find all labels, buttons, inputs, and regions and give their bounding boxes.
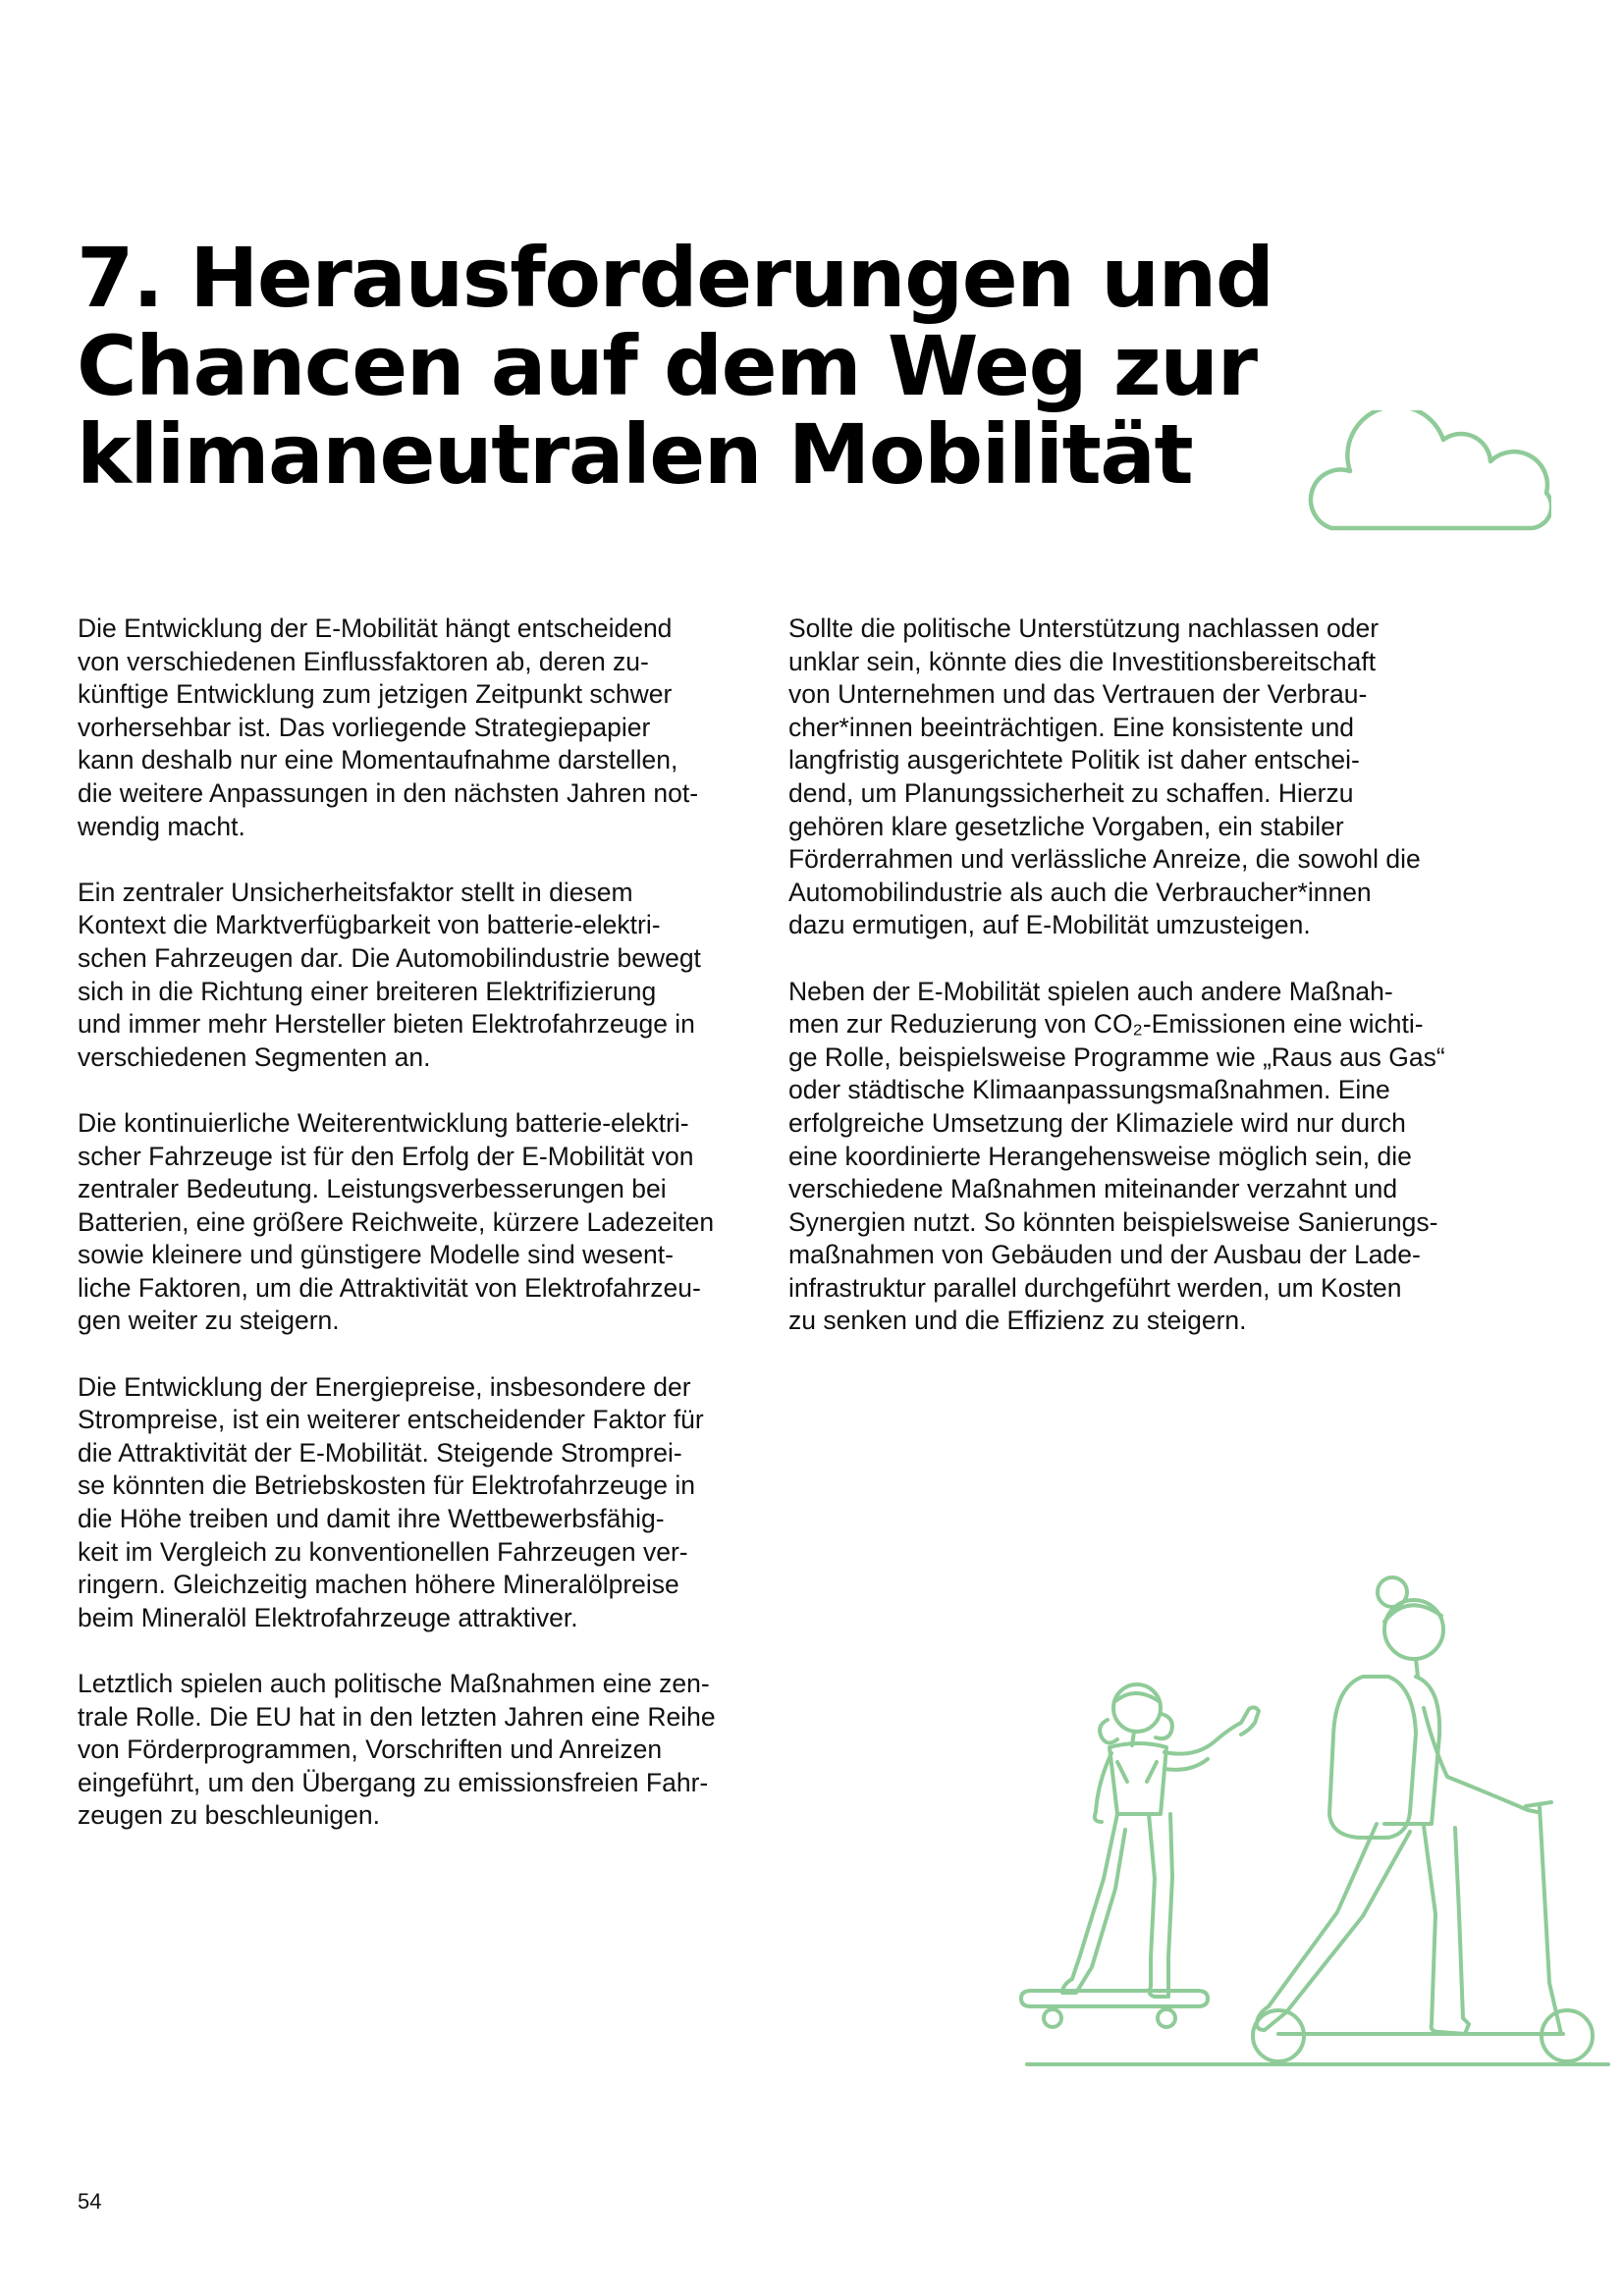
text-line: ge Rolle, beispielsweise Programme wie „Raus aus Gas“ xyxy=(788,1041,1445,1072)
text-line: die Attraktivität der E-Mobilität. Steigende Stromprei- xyxy=(78,1437,682,1468)
text-line: von verschiedenen Einflussfaktoren ab, deren zu- xyxy=(78,646,649,676)
text-line: Letztlich spielen auch politische Maßnahmen eine zen- xyxy=(78,1669,710,1698)
text-line: verschiedene Maßnahmen miteinander verzahnt und xyxy=(788,1174,1398,1204)
scooter-handlebar xyxy=(1526,1802,1551,1806)
woman-leg xyxy=(1424,1826,1469,2034)
paragraph xyxy=(788,613,1476,942)
backpack xyxy=(1329,1677,1416,1838)
text-line: vorhersehbar ist. Das vorliegende Strategiepapier xyxy=(78,712,651,742)
text-line: Die kontinuierliche Weiterentwicklung batterie-elektri- xyxy=(78,1107,689,1138)
text-line: verschiedenen Segmenten an. xyxy=(78,1041,431,1072)
text-line: eine koordinierte Herangehensweise möglich sein, die xyxy=(788,1141,1412,1171)
text-line: gehören klare gesetzliche Vorgaben, ein stabiler xyxy=(788,811,1344,841)
text-line: von Unternehmen und das Vertrauen der Verbrau- xyxy=(788,679,1368,710)
text-line: infrastruktur parallel durchgeführt werden, um Kosten xyxy=(788,1272,1402,1303)
text-line: scher Fahrzeuge ist für den Erfolg der E-Mobilität von xyxy=(78,1141,694,1171)
woman-leg xyxy=(1257,1824,1410,2030)
text-line: dend, um Planungssicherheit zu schaffen. Hierzu xyxy=(788,777,1354,808)
text-line: unklar sein, könnte dies die Investitionsbereitschaft xyxy=(788,646,1377,676)
right-text-column xyxy=(788,613,1476,1371)
cloud-icon xyxy=(1306,410,1551,538)
text-line: Die Entwicklung der Energiepreise, insbesondere der xyxy=(78,1371,691,1402)
left-text-column xyxy=(78,613,765,1866)
text-line: schen Fahrzeugen dar. Die Automobilindustrie bewegt xyxy=(78,942,701,973)
text-line: kann deshalb nur eine Momentaufnahme darstellen, xyxy=(78,745,678,775)
text-line: sich in die Richtung einer breiteren Elektrifizierung xyxy=(78,976,657,1006)
child-arm xyxy=(1164,1707,1259,1753)
text-line: Kontext die Marktverfügbarkeit von batterie-elektri- xyxy=(78,910,661,940)
child-torso xyxy=(1110,1743,1166,1814)
text-line: Neben der E-Mobilität spielen auch andere Maßnah- xyxy=(788,976,1393,1006)
text-line: von Förderprogrammen, Vorschriften und Anreizen xyxy=(78,1735,663,1765)
heading-line: klimaneutralen Mobilität xyxy=(77,406,1193,503)
page-number: 54 xyxy=(78,2189,102,2214)
text-line: se könnten die Betriebskosten für Elektrofahrzeuge in xyxy=(78,1470,696,1501)
text-line: die weitere Anpassungen in den nächsten Jahren not- xyxy=(78,777,699,808)
text-line: zentraler Bedeutung. Leistungsverbesserungen bei xyxy=(78,1174,667,1204)
text-line: eingeführt, um den Übergang zu emissionsfreien Fahr- xyxy=(78,1767,709,1797)
text-line: cher*innen beeinträchtigen. Eine konsistente und xyxy=(788,712,1355,742)
text-line: Strompreise, ist ein weiterer entscheidender Faktor für xyxy=(78,1405,704,1435)
heading-line: Chancen auf dem Weg zur xyxy=(77,318,1257,414)
text-line: Automobilindustrie als auch die Verbraucher*innen xyxy=(788,877,1372,907)
paragraph xyxy=(78,1107,765,1338)
text-line: Synergien nutzt. So könnten beispielsweise Sanierungs- xyxy=(788,1206,1438,1237)
child-leg xyxy=(1062,1814,1125,1993)
text-line: langfristig ausgerichtete Politik ist daher entschei- xyxy=(788,745,1360,775)
paragraph xyxy=(78,877,765,1075)
text-line: gen weiter zu steigern. xyxy=(78,1306,340,1336)
text-line: beim Mineralöl Elektrofahrzeuge attraktiver. xyxy=(78,1602,578,1632)
text-line: Batterien, eine größere Reichweite, kürzere Ladezeiten xyxy=(78,1206,715,1237)
text-line: Förderrahmen und verlässliche Anreize, die sowohl die xyxy=(788,844,1421,875)
paragraph xyxy=(78,1668,765,1833)
text-line: erfolgreiche Umsetzung der Klimaziele wird nur durch xyxy=(788,1107,1406,1138)
text-line: oder städtische Klimaanpassungsmaßnahmen. Eine xyxy=(788,1075,1390,1105)
text-line: und immer mehr Hersteller bieten Elektrofahrzeuge in xyxy=(78,1009,695,1040)
text-line: men zur Reduzierung von CO₂-Emissionen eine wichti- xyxy=(788,1009,1424,1040)
scooter-skateboard-illustration xyxy=(1011,1561,1610,2091)
paragraph xyxy=(78,1371,765,1635)
text-line: keit im Vergleich zu konventionellen Fahrzeugen ver- xyxy=(78,1536,688,1567)
text-line: maßnahmen von Gebäuden und der Ausbau der Lade- xyxy=(788,1240,1421,1270)
text-line: Ein zentraler Unsicherheitsfaktor stellt in diesem xyxy=(78,877,633,907)
text-line: die Höhe treiben und damit ihre Wettbewerbsfähig- xyxy=(78,1504,665,1534)
paragraph xyxy=(788,976,1476,1339)
child-hair xyxy=(1100,1720,1117,1743)
text-line: liche Faktoren, um die Attraktivität von Elektrofahrzeu- xyxy=(78,1272,701,1303)
text-line: zu senken und die Effizienz zu steigern. xyxy=(788,1306,1247,1336)
paragraph xyxy=(78,613,765,843)
text-line: Die Entwicklung der E-Mobilität hängt entscheidend xyxy=(78,614,673,643)
text-line: sowie kleinere und günstigere Modelle sind wesent- xyxy=(78,1240,674,1270)
skateboard-deck xyxy=(1021,1991,1208,2006)
text-line: ringern. Gleichzeitig machen höhere Mineralölpreise xyxy=(78,1570,679,1600)
text-line: wendig macht. xyxy=(78,811,245,841)
chapter-heading xyxy=(77,230,1273,503)
text-line: Sollte die politische Unterstützung nachlassen oder xyxy=(788,614,1380,643)
text-line: trale Rolle. Die EU hat in den letzten Jahren eine Reihe xyxy=(78,1701,716,1732)
scooter-stem xyxy=(1540,1806,1561,2034)
woman-head xyxy=(1384,1600,1443,1659)
child-leg xyxy=(1149,1814,1172,1997)
text-line: zeugen zu beschleunigen. xyxy=(78,1800,380,1831)
heading-line: 7. Herausforderungen und xyxy=(77,230,1273,326)
text-line: dazu ermutigen, auf E-Mobilität umzusteigen. xyxy=(788,910,1311,940)
text-line: künftige Entwicklung zum jetzigen Zeitpunkt schwer xyxy=(78,679,673,710)
